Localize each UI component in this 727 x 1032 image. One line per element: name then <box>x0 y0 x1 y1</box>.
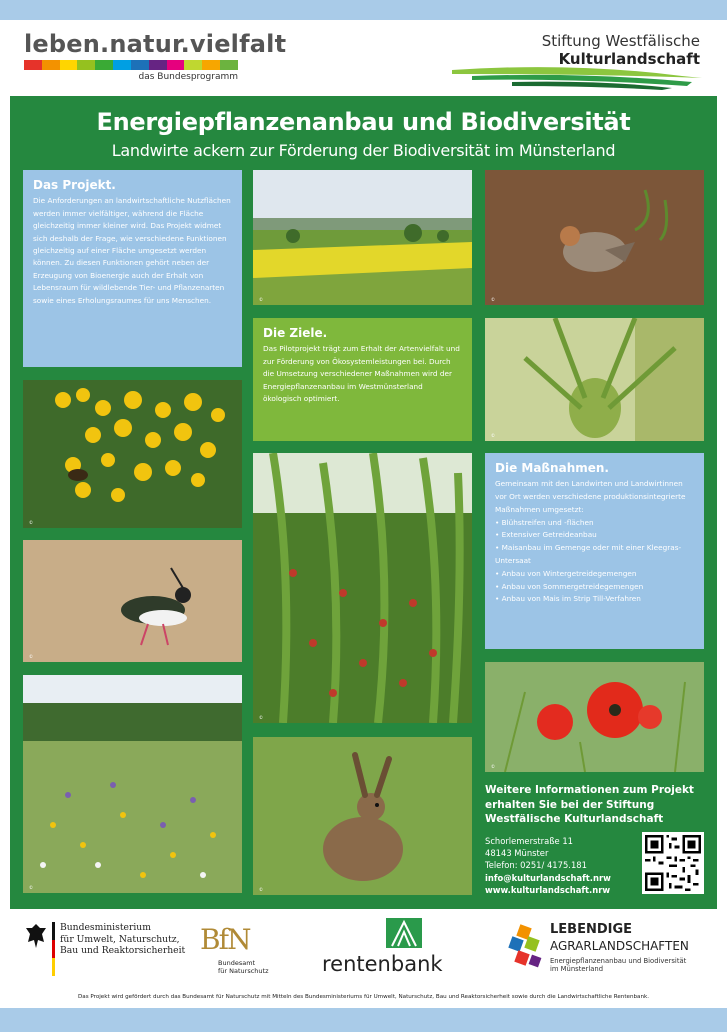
contact-block <box>485 835 635 896</box>
bmu-line: Bau und Reaktorsicherheit <box>60 945 186 956</box>
stiftung-line2: Kulturlandschaft <box>558 50 700 68</box>
contact-city: 48143 Münster <box>485 848 549 859</box>
massnahmen-item: • Anbau von Sommergetreidegemengen <box>495 581 644 591</box>
photo-lapwing <box>23 540 242 662</box>
photo-credit: © <box>29 885 33 890</box>
rentenbank-emblem-icon <box>386 918 422 948</box>
photo-credit: © <box>259 715 263 720</box>
info-heading: Weitere Informationen zum Projekt erhalten Sie bei der Stiftung Westfälische Kulturlandschaft <box>485 784 694 826</box>
bottom-stripe <box>0 1008 727 1032</box>
photo-wildflower-field <box>23 675 242 893</box>
lnv-logo-text: leben.natur.vielfalt <box>24 30 287 58</box>
massnahmen-item: • Anbau von Mais im Strip Till-Verfahren <box>495 594 641 604</box>
contact-phone: Telefon: 0251/ 4175.181 <box>485 860 587 871</box>
massnahmen-item: • Extensiver Getreideanbau <box>495 530 597 540</box>
info-block <box>485 783 709 827</box>
rentenbank-text: rentenbank <box>322 952 443 976</box>
lnv-subtitle: das Bundesprogramm <box>138 72 238 82</box>
photo-poppy <box>485 662 704 772</box>
lnv-logo <box>24 30 287 90</box>
ziele-box <box>253 318 472 441</box>
massnahmen-heading: Die Maßnahmen. <box>495 461 609 475</box>
projekt-text: Die Anforderungen an landwirtschaftliche Nutzflächen werden immer vielfältiger, während die Fläche gleichzeitig immer kleiner wird. Das Projekt widmet sich deshalb der Frage, wie verschiedene Funktionen gleichzeitig auf einer Fläche umgesetzt werden können. Zu diesen Funktionen gehört neben der Erzeugung von Bioenergie auch der Erhalt von Lebensraum für wildlebende Tier- und Pflanzenarten sowie eines Erholungsraumes für uns Menschen. <box>33 196 231 305</box>
bfn-logo <box>200 923 280 986</box>
lebendige-sub-line: Energiepflanzenanbau und Biodiversität <box>550 957 687 965</box>
lebendige-logo <box>506 922 716 984</box>
photo-credit: © <box>29 520 33 525</box>
photo-partridge <box>485 170 704 305</box>
bfn-sub-line: für Naturschutz <box>218 966 269 975</box>
photo-credit: © <box>29 654 33 659</box>
photo-credit: © <box>259 887 263 892</box>
bmu-line: für Umwelt, Naturschutz, <box>60 933 180 945</box>
lnv-color-bar <box>24 60 238 70</box>
photo-hare <box>253 737 472 895</box>
lebendige-title-1: LEBENDIGE <box>550 922 633 937</box>
ziele-text: Das Pilotprojekt trägt zum Erhalt der Artenvielfalt und zur Förderung von Ökosystemleistungen bei. Durch die Umsetzung verschiedener Maßnahmen wird der Energiepflanzenanbau im Westmünsterland ökologisch optimiert. <box>263 344 460 403</box>
stiftung-line1: Stiftung Westfälische <box>541 32 700 50</box>
stiftung-logo <box>452 30 712 90</box>
page-title: Energiepflanzenanbau und Biodiversität <box>96 108 631 136</box>
bmu-line: Bundesministerium <box>60 922 151 933</box>
photo-credit: © <box>491 297 495 302</box>
massnahmen-box <box>485 453 704 649</box>
photo-teasel <box>485 318 704 441</box>
page-subtitle: Landwirte ackern zur Förderung der Biodiversität im Münsterland <box>111 141 616 160</box>
photo-landscape <box>253 170 472 305</box>
photo-tansy <box>23 380 242 528</box>
projekt-box <box>23 170 242 367</box>
bfn-sub-line: Bundesamt <box>218 959 256 967</box>
contact-street: Schorlemerstraße 11 <box>485 836 573 846</box>
massnahmen-intro: Gemeinsam mit den Landwirten und Landwirtinnen vor Ort werden verschiedene produktionsintegrierte Maßnahmen umgesetzt: <box>495 479 686 514</box>
contact-web[interactable]: www.kulturlandschaft.nrw <box>485 884 611 895</box>
funding-note: Das Projekt wird gefördert durch das Bundesamt für Naturschutz mit Mitteln des Bundesministeriums für Umwelt, Naturschutz, Bau und Reaktorsicherheit sowie durch die Landwirtschaftliche Rentenbank. <box>77 994 650 1000</box>
massnahmen-item: • Anbau von Wintergetreidegemengen <box>495 568 637 578</box>
lebendige-sub-line: im Münsterland <box>550 965 604 974</box>
contact-email[interactable]: info@kulturlandschaft.nrw <box>485 872 611 883</box>
photo-maize-beans <box>253 453 472 723</box>
photo-credit: © <box>491 433 495 438</box>
top-stripe <box>0 0 727 20</box>
lebendige-puzzle-icon <box>506 924 546 976</box>
photo-credit: © <box>259 297 263 302</box>
photo-credit: © <box>491 764 495 769</box>
qr-code-icon[interactable] <box>642 832 704 894</box>
massnahmen-item: • Blühstreifen und -flächen <box>495 517 594 527</box>
stiftung-swoosh-icon <box>452 64 702 90</box>
bfn-logo-text: BfN <box>200 923 250 956</box>
projekt-heading: Das Projekt. <box>33 178 116 192</box>
bmu-logo <box>24 922 214 982</box>
lebendige-title-2: AGRARLANDSCHAFTEN <box>550 939 689 953</box>
rentenbank-logo <box>318 918 478 980</box>
massnahmen-item: • Maisanbau im Gemenge oder mit einer Kleegras-Untersaat <box>495 543 682 565</box>
federal-eagle-icon <box>24 922 48 950</box>
ziele-heading: Die Ziele. <box>263 326 328 340</box>
german-flag-bar <box>52 922 55 976</box>
